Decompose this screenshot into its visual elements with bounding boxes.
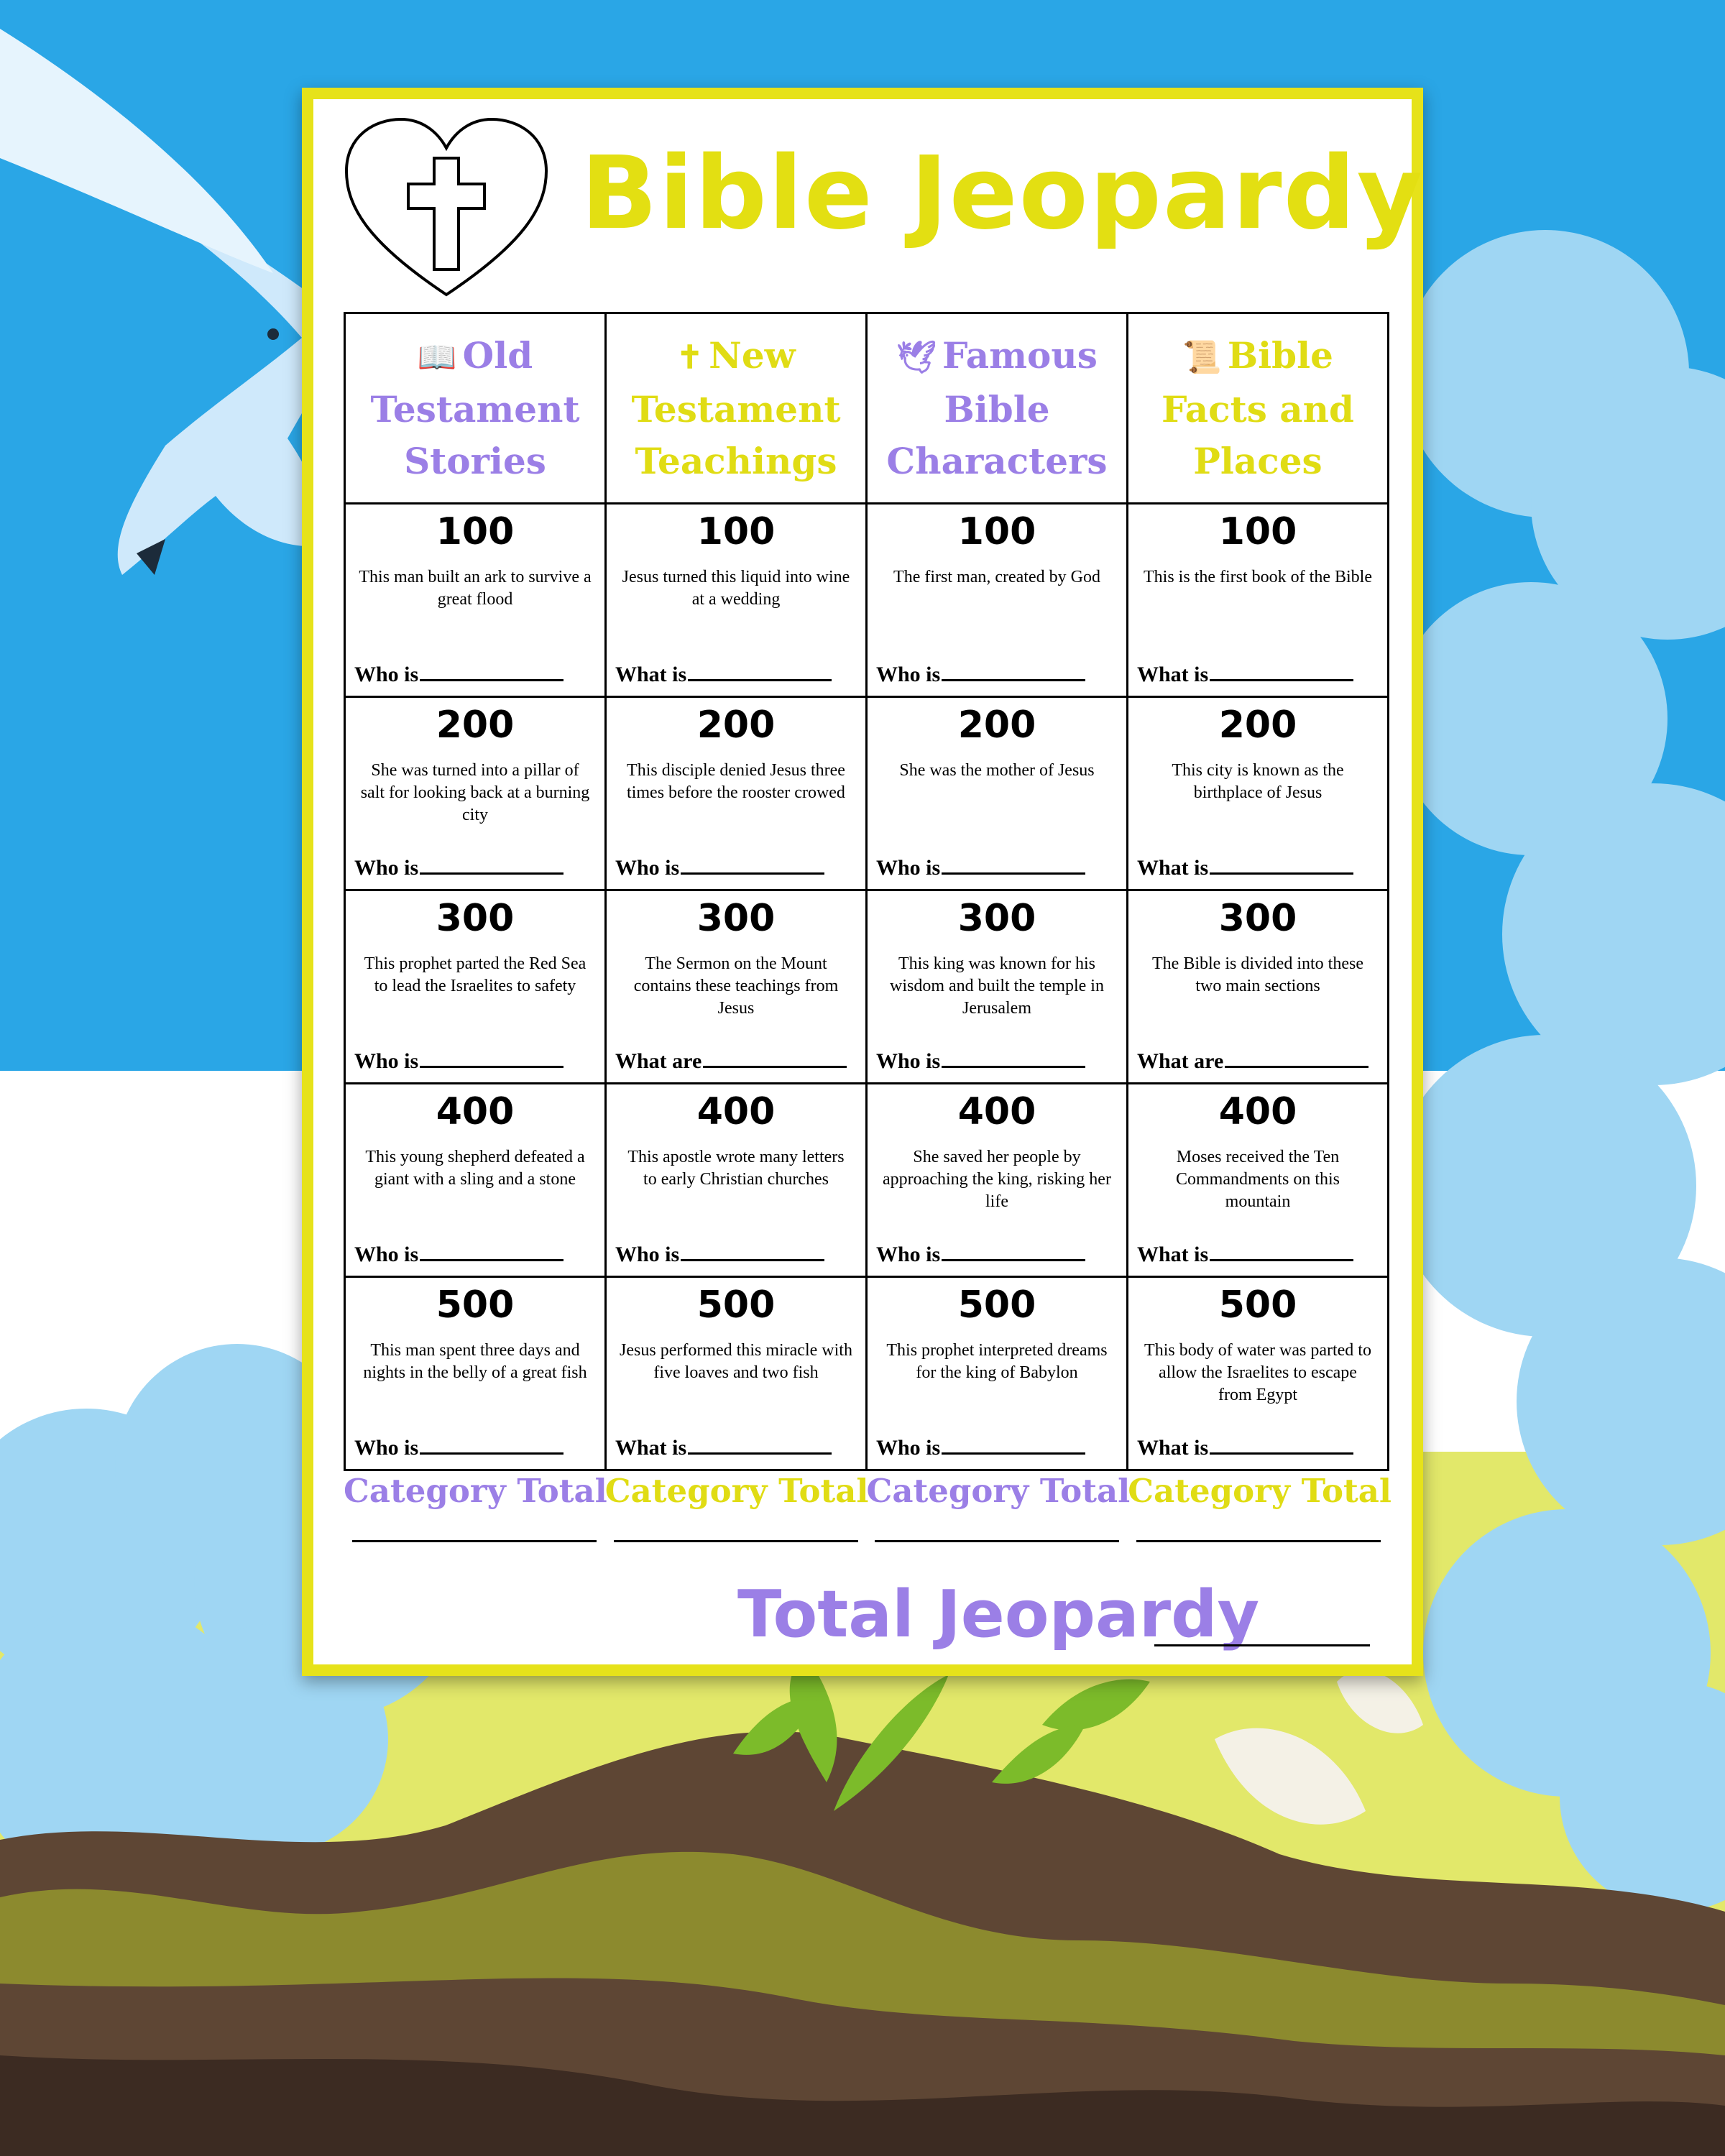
clue-cell — [606, 1084, 867, 1277]
answer-blank[interactable] — [942, 1259, 1085, 1261]
answer-blank[interactable] — [1225, 1066, 1368, 1068]
answer-prompt-label: Who is — [354, 663, 419, 686]
board-row — [345, 1084, 1389, 1277]
clue-cell — [1128, 504, 1389, 697]
answer-blank[interactable] — [703, 1066, 847, 1068]
clue-cell — [1128, 1084, 1389, 1277]
point-value: 200 — [957, 704, 1036, 747]
cross-icon: ✝ — [676, 338, 704, 376]
clue-text: This prophet parted the Red Sea to lead the Israelites to safety — [364, 954, 586, 995]
answer-prompt-label: Who is — [615, 1243, 680, 1266]
clue-text: This city is known as the birthplace of Jesus — [1172, 761, 1344, 802]
heart-cross-icon — [342, 115, 551, 302]
category-total-blank[interactable] — [614, 1539, 858, 1542]
point-value: 500 — [1218, 1284, 1297, 1327]
clue-cell — [867, 890, 1128, 1084]
answer-prompt — [615, 856, 824, 880]
category-total-label: Category Total — [344, 1472, 607, 1510]
point-value: 500 — [957, 1284, 1036, 1327]
point-value: 300 — [696, 897, 776, 940]
point-value: 500 — [696, 1284, 776, 1327]
category-header-1 — [345, 313, 606, 504]
answer-prompt — [876, 1436, 1085, 1460]
category-label: Bible Facts and Places — [1162, 333, 1354, 482]
answer-blank[interactable] — [420, 872, 564, 875]
board-row — [345, 890, 1389, 1084]
clue-text: The Sermon on the Mount contains these teachings from Jesus — [633, 954, 839, 1018]
point-value: 200 — [436, 704, 515, 747]
answer-prompt-label: Who is — [876, 856, 941, 880]
answer-prompt-label: What is — [1137, 1436, 1209, 1460]
answer-prompt-label: What is — [1137, 663, 1209, 686]
category-header-2 — [606, 313, 867, 504]
clue-text: This disciple denied Jesus three times before the rooster crowed — [627, 761, 845, 802]
clue-text: The Bible is divided into these two main sections — [1152, 954, 1363, 995]
category-total-2 — [605, 1472, 867, 1542]
clue-cell — [345, 697, 606, 890]
point-value: 200 — [696, 704, 776, 747]
answer-blank[interactable] — [942, 872, 1085, 875]
category-total-1 — [344, 1472, 605, 1542]
total-jeopardy-blank[interactable] — [1154, 1644, 1370, 1646]
dove-icon: 🕊 — [896, 338, 937, 376]
clue-text: This body of water was parted to allow the Israelites to escape from Egypt — [1144, 1341, 1371, 1404]
point-value: 200 — [1218, 704, 1297, 747]
answer-prompt-label: Who is — [354, 856, 419, 880]
category-header-3 — [867, 313, 1128, 504]
clue-text: She saved her people by approaching the king, risking her life — [883, 1148, 1111, 1211]
answer-prompt-label: Who is — [354, 1243, 419, 1266]
category-total-label: Category Total — [866, 1472, 1131, 1510]
category-label: New Testament Teachings — [631, 333, 841, 482]
answer-prompt-label: What is — [1137, 856, 1209, 880]
point-value: 100 — [1218, 510, 1297, 553]
category-total-label: Category Total — [604, 1472, 869, 1510]
answer-blank[interactable] — [1210, 1452, 1353, 1455]
page-title: Bible Jeopardy — [581, 135, 1425, 252]
category-label: Old Testament Stories — [370, 333, 580, 482]
answer-prompt — [354, 1243, 564, 1267]
category-header-4 — [1128, 313, 1389, 504]
answer-prompt-label: Who is — [615, 856, 680, 880]
point-value: 100 — [436, 510, 515, 553]
board-row — [345, 504, 1389, 697]
point-value: 300 — [1218, 897, 1297, 940]
answer-prompt — [354, 1436, 564, 1460]
category-header-row — [345, 313, 1389, 504]
point-value: 100 — [696, 510, 776, 553]
answer-prompt — [1137, 1436, 1353, 1460]
point-value: 400 — [436, 1090, 515, 1133]
board-row — [345, 697, 1389, 890]
answer-prompt — [876, 1243, 1085, 1267]
answer-prompt — [876, 856, 1085, 880]
point-value: 400 — [1218, 1090, 1297, 1133]
answer-blank[interactable] — [688, 679, 832, 681]
answer-blank[interactable] — [942, 1452, 1085, 1455]
clue-text: This young shepherd defeated a giant with a sling and a stone — [365, 1148, 585, 1189]
answer-blank[interactable] — [942, 679, 1085, 681]
answer-blank[interactable] — [681, 872, 824, 875]
answer-prompt-label: Who is — [876, 663, 941, 686]
answer-blank[interactable] — [420, 1259, 564, 1261]
clue-cell — [345, 504, 606, 697]
category-totals — [344, 1472, 1392, 1542]
clue-text: The first man, created by God — [893, 568, 1100, 586]
clue-cell — [1128, 890, 1389, 1084]
point-value: 300 — [436, 897, 515, 940]
answer-prompt — [354, 663, 564, 687]
clue-text: This man spent three days and nights in the belly of a great fish — [363, 1341, 587, 1382]
answer-prompt-label: What is — [615, 1436, 687, 1460]
category-total-3 — [866, 1472, 1131, 1542]
point-value: 500 — [436, 1284, 515, 1327]
clue-cell — [867, 1277, 1128, 1470]
point-value: 400 — [957, 1090, 1036, 1133]
total-jeopardy-label: Total Jeopardy — [737, 1577, 1260, 1652]
answer-prompt — [615, 1436, 832, 1460]
answer-prompt — [1137, 1243, 1353, 1267]
point-value: 100 — [957, 510, 1036, 553]
answer-prompt — [876, 663, 1085, 687]
board-row — [345, 1277, 1389, 1470]
clue-text: Jesus performed this miracle with five loaves and two fish — [620, 1341, 852, 1382]
clue-cell — [867, 697, 1128, 890]
clue-cell — [867, 504, 1128, 697]
category-total-4 — [1128, 1472, 1392, 1542]
answer-blank[interactable] — [1210, 1259, 1353, 1261]
clue-text: She was the mother of Jesus — [899, 761, 1095, 780]
point-value: 400 — [696, 1090, 776, 1133]
answer-prompt — [615, 663, 832, 687]
clue-text: This man built an ark to survive a great flood — [359, 568, 592, 609]
answer-prompt-label: What are — [615, 1049, 702, 1073]
clue-cell — [867, 1084, 1128, 1277]
answer-blank[interactable] — [942, 1066, 1085, 1068]
category-label: Famous Bible Characters — [886, 333, 1108, 482]
clue-text: Jesus turned this liquid into wine at a wedding — [622, 568, 850, 609]
category-total-label: Category Total — [1128, 1472, 1392, 1510]
answer-blank[interactable] — [1210, 679, 1353, 681]
clue-cell — [1128, 1277, 1389, 1470]
point-value: 300 — [957, 897, 1036, 940]
open-book-icon: 📖 — [417, 338, 457, 376]
answer-prompt — [354, 856, 564, 880]
jeopardy-board — [344, 312, 1389, 1471]
worksheet — [302, 88, 1423, 1676]
answer-blank[interactable] — [1210, 872, 1353, 875]
answer-blank[interactable] — [420, 1452, 564, 1455]
clue-cell — [606, 504, 867, 697]
clue-text: She was turned into a pillar of salt for looking back at a burning city — [360, 761, 590, 824]
answer-prompt-label: What is — [1137, 1243, 1209, 1266]
answer-prompt — [1137, 663, 1353, 687]
answer-prompt-label: What are — [1137, 1049, 1224, 1073]
clue-cell — [345, 1084, 606, 1277]
clue-text: This prophet interpreted dreams for the king of Babylon — [886, 1341, 1108, 1382]
answer-prompt-label: Who is — [876, 1243, 941, 1266]
category-total-blank[interactable] — [875, 1539, 1119, 1542]
answer-prompt — [876, 1049, 1085, 1074]
answer-prompt-label: What is — [615, 663, 687, 686]
category-total-blank[interactable] — [1136, 1539, 1381, 1542]
clue-text: This king was known for his wisdom and built the temple in Jerusalem — [890, 954, 1104, 1018]
clue-cell — [345, 1277, 606, 1470]
clue-cell — [345, 890, 606, 1084]
answer-prompt-label: Who is — [354, 1049, 419, 1073]
category-total-blank[interactable] — [352, 1539, 597, 1542]
answer-blank[interactable] — [681, 1259, 824, 1261]
clue-text: Moses received the Ten Commandments on this mountain — [1176, 1148, 1340, 1211]
answer-prompt — [1137, 856, 1353, 880]
answer-prompt-label: Who is — [876, 1049, 941, 1073]
clue-text: This apostle wrote many letters to early Christian churches — [627, 1148, 845, 1189]
answer-prompt — [1137, 1049, 1368, 1074]
answer-prompt-label: Who is — [876, 1436, 941, 1460]
scroll-icon: 📜 — [1182, 338, 1222, 376]
answer-prompt-label: Who is — [354, 1436, 419, 1460]
clue-text: This is the first book of the Bible — [1144, 568, 1372, 586]
clue-cell — [606, 890, 867, 1084]
answer-blank[interactable] — [420, 1066, 564, 1068]
answer-prompt — [615, 1049, 847, 1074]
clue-cell — [1128, 697, 1389, 890]
answer-prompt — [615, 1243, 824, 1267]
clue-cell — [606, 697, 867, 890]
clue-cell — [606, 1277, 867, 1470]
answer-prompt — [354, 1049, 564, 1074]
answer-blank[interactable] — [688, 1452, 832, 1455]
answer-blank[interactable] — [420, 679, 564, 681]
